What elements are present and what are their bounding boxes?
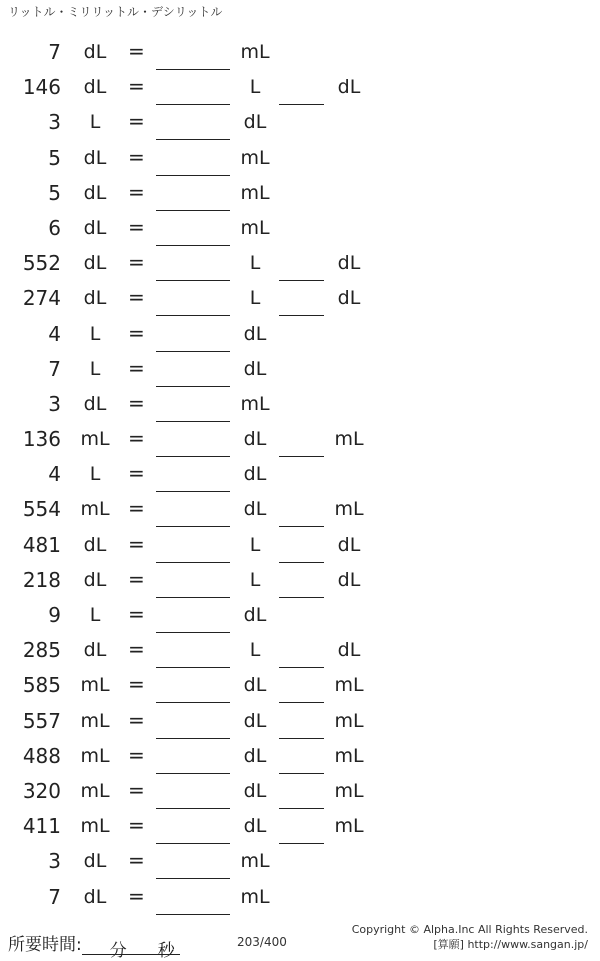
- answer-blank-second[interactable]: [279, 667, 324, 668]
- given-number: 146: [22, 75, 61, 100]
- answer-blank[interactable]: [156, 914, 230, 915]
- answer-blank[interactable]: [156, 245, 230, 246]
- problem-row: 3 L = dL: [0, 106, 600, 141]
- given-number: 7: [48, 40, 61, 64]
- answer-blank-second[interactable]: [279, 773, 324, 774]
- problem-row: 6 dL = mL: [0, 212, 600, 247]
- answer-blank[interactable]: [156, 597, 230, 598]
- problem-row: 7 L = dL: [0, 353, 600, 388]
- answer-blank[interactable]: [156, 280, 230, 281]
- given-number: 7: [48, 356, 61, 381]
- answer-blank-second[interactable]: [279, 456, 324, 457]
- answer-blank-second[interactable]: [279, 597, 324, 598]
- answer-blank[interactable]: [156, 210, 230, 211]
- given-number: 411: [22, 814, 61, 839]
- copyright-block: [352, 922, 588, 952]
- problem-row: 3 dL = mL: [0, 388, 600, 423]
- answer-blank[interactable]: [156, 421, 230, 422]
- problem-row: 411 mL = dL mL: [0, 810, 600, 845]
- answer-blank[interactable]: [156, 386, 230, 387]
- answer-blank[interactable]: [156, 351, 230, 352]
- equals-sign: =: [128, 39, 145, 63]
- problem-row: 4 L = dL: [0, 458, 600, 493]
- copyright-text: Copyright © Alpha.Inc All Rights Reserved.: [351, 923, 588, 936]
- given-number: 3: [48, 391, 61, 416]
- answer-blank[interactable]: [156, 702, 230, 703]
- answer-blank-second[interactable]: [279, 562, 324, 563]
- answer-blank[interactable]: [156, 491, 230, 492]
- problem-row: 557 mL = dL mL: [0, 705, 600, 740]
- equals-sign: =: [128, 883, 145, 908]
- given-number: 320: [22, 778, 61, 803]
- given-number: 554: [22, 497, 61, 522]
- answer-blank[interactable]: [156, 808, 230, 809]
- given-number: 218: [22, 567, 61, 592]
- given-number: 488: [22, 743, 61, 768]
- problem-row: 285 dL = L dL: [0, 634, 600, 669]
- answer-blank[interactable]: [156, 315, 230, 316]
- given-number: 136: [22, 427, 61, 452]
- problem-row: 320 mL = dL mL: [0, 775, 600, 810]
- problem-row: 146 dL = L dL: [0, 71, 600, 106]
- problem-row: 488 mL = dL mL: [0, 740, 600, 775]
- minutes-label: 分: [109, 941, 127, 961]
- given-number: 4: [48, 462, 61, 487]
- problem-row: 7 dL = mL: [0, 36, 600, 71]
- equals-sign: =: [128, 672, 145, 697]
- problem-row: 585 mL = dL mL: [0, 669, 600, 704]
- answer-blank-second[interactable]: [279, 702, 324, 703]
- given-number: 6: [48, 215, 61, 240]
- given-number: 481: [22, 532, 61, 557]
- equals-sign: =: [128, 285, 145, 310]
- problem-list: [0, 36, 600, 916]
- problem-row: 5 dL = mL: [0, 177, 600, 212]
- problem-row: 4 L = dL: [0, 318, 600, 353]
- time-label: 所要時間:: [8, 935, 82, 955]
- answer-blank[interactable]: [156, 562, 230, 563]
- given-number: 4: [48, 321, 61, 346]
- problem-row: 3 dL = mL: [0, 845, 600, 880]
- equals-sign: =: [128, 144, 145, 169]
- equals-sign: =: [128, 179, 145, 204]
- problem-row: 481 dL = L dL: [0, 529, 600, 564]
- answer-blank[interactable]: [156, 667, 230, 668]
- answer-blank[interactable]: [156, 843, 230, 844]
- equals-sign: =: [128, 637, 145, 662]
- given-number: 552: [22, 251, 61, 276]
- problem-row: 5 dL = mL: [0, 142, 600, 177]
- equals-sign: =: [128, 813, 145, 838]
- given-number: 285: [22, 638, 61, 663]
- given-number: 557: [22, 708, 61, 733]
- answer-blank-second[interactable]: [279, 526, 324, 527]
- answer-blank[interactable]: [156, 878, 230, 879]
- answer-blank[interactable]: [156, 69, 230, 70]
- problem-row: 7 dL = mL: [0, 881, 600, 916]
- equals-sign: =: [128, 390, 145, 415]
- equals-sign: =: [128, 320, 145, 345]
- given-number: 9: [48, 603, 61, 627]
- problem-row: 218 dL = L dL: [0, 564, 600, 599]
- answer-blank[interactable]: [156, 773, 230, 774]
- worksheet-title: リットル・ミリリットル・デシリットル: [8, 5, 223, 19]
- time-taken: [8, 930, 180, 961]
- answer-blank[interactable]: [156, 632, 230, 633]
- answer-blank-second[interactable]: [279, 280, 324, 281]
- equals-sign: =: [128, 250, 145, 275]
- equals-sign: =: [128, 602, 145, 626]
- problem-row: 554 mL = dL mL: [0, 493, 600, 528]
- equals-sign: =: [128, 848, 145, 873]
- equals-sign: =: [128, 109, 145, 134]
- time-blank[interactable]: [82, 936, 180, 961]
- given-number: 585: [22, 673, 61, 698]
- equals-sign: =: [128, 355, 145, 380]
- answer-blank[interactable]: [156, 104, 230, 105]
- equals-sign: =: [128, 214, 145, 239]
- problem-row: 9 L = dL: [0, 599, 600, 634]
- equals-sign: =: [128, 426, 145, 451]
- given-number: 5: [48, 180, 61, 205]
- given-number: 274: [22, 286, 61, 311]
- equals-sign: =: [128, 531, 145, 556]
- problem-row: 274 dL = L dL: [0, 282, 600, 317]
- answer-blank[interactable]: [156, 526, 230, 527]
- given-number: 7: [48, 884, 61, 909]
- answer-blank-second[interactable]: [279, 808, 324, 809]
- equals-sign: =: [128, 74, 145, 99]
- problem-row: 552 dL = L dL: [0, 247, 600, 282]
- equals-sign: =: [128, 496, 145, 521]
- equals-sign: =: [128, 742, 145, 767]
- page-number: 203/400: [237, 935, 287, 949]
- answer-blank[interactable]: [156, 456, 230, 457]
- equals-sign: =: [128, 707, 145, 732]
- equals-sign: =: [128, 566, 145, 591]
- site-url: [算願] http://www.sangan.jp/: [433, 938, 588, 951]
- given-number: 3: [48, 849, 61, 874]
- answer-blank[interactable]: [156, 175, 230, 176]
- answer-blank-second[interactable]: [279, 104, 324, 105]
- equals-sign: =: [128, 777, 145, 802]
- equals-sign: =: [128, 461, 145, 486]
- answer-blank-second[interactable]: [279, 843, 324, 844]
- answer-blank-second[interactable]: [279, 738, 324, 739]
- given-number: 3: [48, 110, 61, 135]
- problem-row: 136 mL = dL mL: [0, 423, 600, 458]
- given-number: 5: [48, 145, 61, 170]
- answer-blank[interactable]: [156, 738, 230, 739]
- seconds-label: 秒: [157, 941, 175, 961]
- answer-blank[interactable]: [156, 139, 230, 140]
- answer-blank-second[interactable]: [279, 315, 324, 316]
